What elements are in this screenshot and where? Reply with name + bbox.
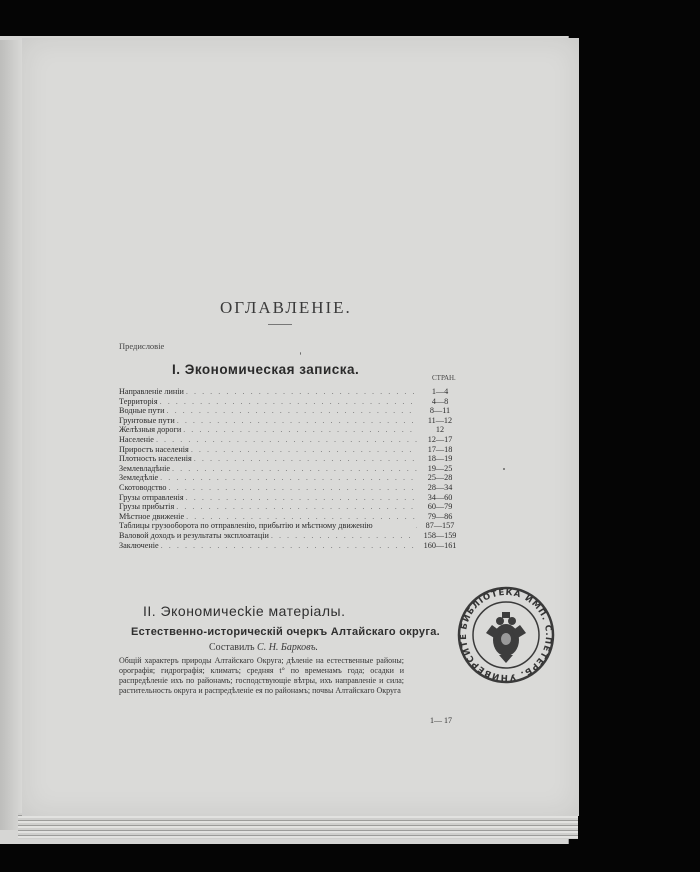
toc-entry-label: Территорія	[119, 396, 158, 406]
toc-entry-pages: 28—34	[427, 482, 453, 492]
toc-entry	[119, 464, 461, 474]
section-2-subheading: Естественно-историческій очеркъ Алтайскаго округа.	[131, 626, 440, 638]
section-2-pages: 1— 17	[430, 716, 452, 725]
toc-entry-label: Грунтовые пути	[119, 415, 175, 425]
toc-entry	[119, 512, 461, 522]
leader-dots	[176, 502, 417, 512]
leader-dots	[160, 397, 417, 407]
toc-entry-label: Направленіе линіи	[119, 387, 184, 396]
toc-entry-label: Землевладѣніе	[119, 463, 171, 473]
toc-entry-pages: 19—25	[427, 463, 453, 473]
toc-entry-pages: 1—4	[431, 387, 449, 396]
leader-dots	[194, 454, 417, 464]
toc-entry-pages: 18—19	[427, 454, 453, 464]
toc-entry	[119, 416, 461, 426]
paper-speck	[300, 352, 301, 355]
leader-dots	[166, 406, 417, 416]
toc-entry-label: Населеніе	[119, 434, 154, 444]
section-1-heading: I. Экономическая записка.	[172, 362, 360, 377]
toc-entry-label: Валовой доходъ и результаты эксплоатаціи	[119, 530, 269, 540]
toc-entry	[119, 493, 461, 503]
toc-entry	[119, 531, 461, 541]
toc-entry	[119, 502, 461, 512]
toc-entry-label: Желѣзныя дороги	[119, 425, 182, 435]
leader-dots	[169, 483, 417, 493]
toc-entry	[119, 397, 461, 407]
leader-dots	[186, 387, 417, 397]
toc-entry-label: Земледѣліе	[119, 473, 159, 483]
author-line	[209, 642, 318, 653]
toc-entry-pages: 158—159	[423, 530, 457, 540]
leader-dots	[160, 473, 417, 483]
toc-entry	[119, 406, 461, 416]
preface-entry: Предисловіе	[119, 341, 165, 351]
leader-dots	[416, 521, 417, 531]
toc-entry-label: Мѣстное движеніе	[119, 511, 185, 521]
section-2-description: Общій характеръ природы Алтайскаго Округа; дѣленіе на естественные районы; орографія; гидрографія; климатъ; средняя t° по временамъ года; осадки и распредѣленіе ихъ по районамъ; господствующіе вѣтры, ихъ направленіе и сила; растительность округа и распредѣленіе ея по районамъ; почвы Алтайскаго Округа	[119, 656, 404, 695]
page-stack-edge	[18, 813, 578, 839]
toc-entry	[119, 435, 461, 445]
toc-entry-pages: 12—17	[427, 434, 453, 444]
toc-entry	[119, 445, 461, 455]
leader-dots	[183, 425, 417, 435]
toc-entry-pages: 79—86	[427, 511, 453, 521]
author-prefix: Составилъ	[209, 642, 255, 653]
leader-dots	[172, 464, 417, 474]
toc-entry-label: Заключеніе	[119, 540, 159, 550]
page-title: ОГЛАВЛЕНІЕ.	[220, 298, 352, 317]
left-page-edge	[0, 40, 22, 830]
toc-entry-label: Грузы прибытія	[119, 502, 175, 512]
section-2-heading: II. Экономичеckіе матеріалы.	[143, 603, 346, 619]
toc-entry-pages: 34—60	[427, 492, 453, 502]
toc-entry-label: Таблицы грузооборота по отправленію, прибытію и мѣстному движенію	[119, 521, 373, 531]
toc-entry	[119, 425, 461, 435]
toc-entry	[119, 387, 461, 397]
toc-entry-pages: 60—79	[427, 502, 453, 512]
toc-list	[119, 387, 461, 550]
title-divider	[268, 324, 292, 325]
toc-entry-pages: 160—161	[423, 540, 457, 550]
leader-dots	[177, 416, 417, 426]
toc-entry-pages: 87—157	[425, 521, 455, 531]
stamp-seal-icon	[456, 585, 556, 685]
toc-entry-label: Водные пути	[119, 406, 165, 416]
paper-speck	[503, 468, 505, 470]
author-name: С. Н. Барковъ.	[257, 642, 319, 653]
library-stamp	[456, 585, 556, 685]
toc-entry-pages: 4—8	[431, 396, 449, 406]
leader-dots	[186, 493, 417, 503]
toc-entry-pages: 11—12	[427, 415, 453, 425]
toc-entry-label: Приростъ населенія	[119, 444, 189, 454]
leader-dots	[156, 435, 417, 445]
toc-entry-pages: 8—11	[429, 406, 451, 416]
leader-dots	[271, 531, 417, 541]
toc-entry	[119, 454, 461, 464]
toc-entry-pages: 12	[435, 425, 445, 435]
toc-entry-label: Скотоводство	[119, 482, 167, 492]
toc-entry-label: Плотность населенія	[119, 454, 192, 464]
toc-entry-pages: 25—28	[427, 473, 453, 483]
leader-dots	[161, 541, 417, 551]
toc-entry	[119, 541, 461, 551]
toc-entry	[119, 483, 461, 493]
toc-entry-label: Грузы отправленія	[119, 492, 184, 502]
leader-dots	[191, 445, 417, 455]
toc-entry-pages: 17—18	[427, 444, 453, 454]
toc-entry	[119, 473, 461, 483]
toc-entry	[119, 521, 461, 531]
stamp-ring-text: БИБЛІОТЕКА ИМП. С.ПЕТЕРБ. УНИВЕРСИТЕ	[458, 587, 554, 683]
leader-dots	[186, 512, 417, 522]
pages-column-header: СТРАН.	[432, 374, 456, 382]
